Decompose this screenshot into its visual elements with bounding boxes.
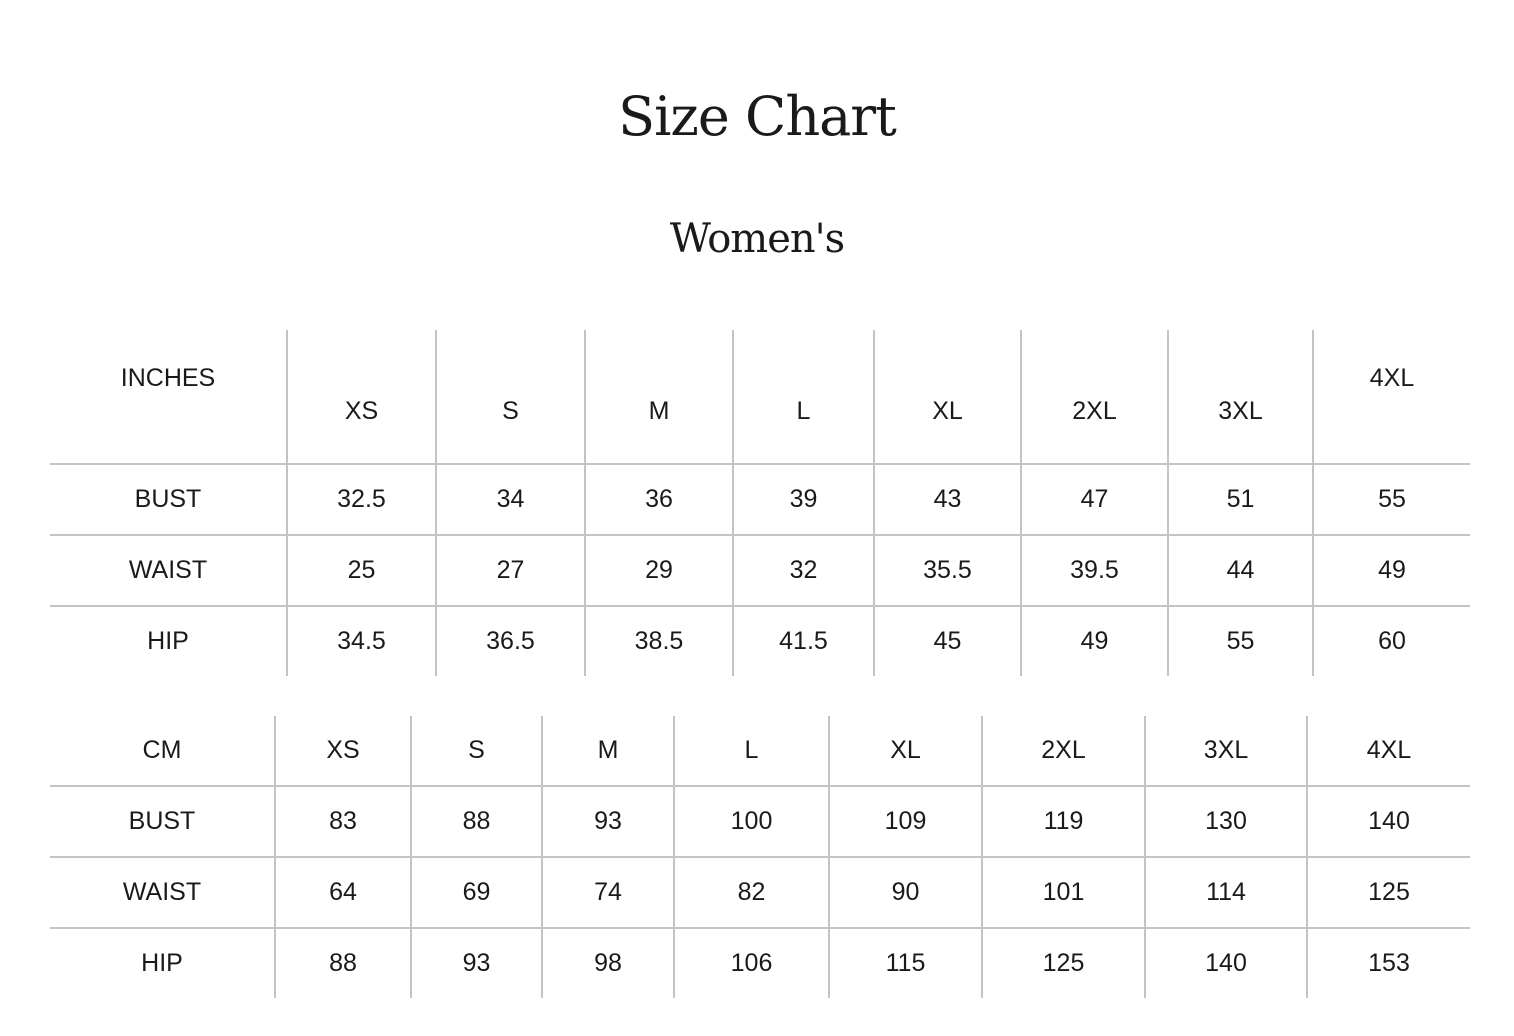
table-cell: 49 — [1313, 535, 1470, 606]
table-cell: 32 — [733, 535, 874, 606]
table-cell: 125 — [1307, 857, 1470, 928]
row-label: HIP — [50, 928, 275, 998]
table-cell: 90 — [829, 857, 982, 928]
table-row — [50, 535, 1470, 606]
table-cell: 32.5 — [287, 464, 436, 535]
page-title: Size Chart — [618, 85, 896, 148]
table-row — [50, 928, 1470, 998]
row-label: WAIST — [50, 857, 275, 928]
size-header: M — [585, 330, 733, 464]
table-cell: 114 — [1145, 857, 1307, 928]
table-header-row — [50, 716, 1470, 786]
size-header: M — [542, 716, 674, 786]
table-cell: 74 — [542, 857, 674, 928]
table-row — [50, 606, 1470, 676]
size-header: 4XL — [1307, 716, 1470, 786]
row-label: BUST — [50, 786, 275, 857]
table-cell: 109 — [829, 786, 982, 857]
table-cell: 140 — [1145, 928, 1307, 998]
inches-size-table — [50, 330, 1470, 676]
size-header: XL — [829, 716, 982, 786]
table-cell: 115 — [829, 928, 982, 998]
cm-size-table — [50, 716, 1470, 998]
table-cell: 119 — [982, 786, 1145, 857]
table-cell: 34 — [436, 464, 585, 535]
table-cell: 130 — [1145, 786, 1307, 857]
table-cell: 29 — [585, 535, 733, 606]
table-cell: 153 — [1307, 928, 1470, 998]
table-cell: 36 — [585, 464, 733, 535]
table-cell: 83 — [275, 786, 411, 857]
size-header: 3XL — [1168, 330, 1313, 464]
table-cell: 88 — [411, 786, 542, 857]
row-label: WAIST — [50, 535, 287, 606]
table-cell: 60 — [1313, 606, 1470, 676]
table-cell: 101 — [982, 857, 1145, 928]
size-header: S — [436, 330, 585, 464]
table-cell: 39 — [733, 464, 874, 535]
size-header: S — [411, 716, 542, 786]
table-cell: 35.5 — [874, 535, 1021, 606]
table-cell: 47 — [1021, 464, 1168, 535]
size-header: XS — [287, 330, 436, 464]
unit-label: CM — [50, 716, 275, 786]
table-cell: 93 — [542, 786, 674, 857]
table-cell: 44 — [1168, 535, 1313, 606]
size-header: 2XL — [1021, 330, 1168, 464]
row-label: BUST — [50, 464, 287, 535]
table-cell: 69 — [411, 857, 542, 928]
section-title-womens: Women's — [669, 216, 845, 262]
table-cell: 49 — [1021, 606, 1168, 676]
table-row — [50, 786, 1470, 857]
table-cell: 88 — [275, 928, 411, 998]
table-cell: 100 — [674, 786, 829, 857]
table-cell: 106 — [674, 928, 829, 998]
size-header: 3XL — [1145, 716, 1307, 786]
table-cell: 41.5 — [733, 606, 874, 676]
table-row — [50, 857, 1470, 928]
table-cell: 34.5 — [287, 606, 436, 676]
size-header: L — [733, 330, 874, 464]
table-cell: 43 — [874, 464, 1021, 535]
table-cell: 93 — [411, 928, 542, 998]
table-header-row — [50, 330, 1470, 464]
table-cell: 140 — [1307, 786, 1470, 857]
size-header: XS — [275, 716, 411, 786]
table-cell: 125 — [982, 928, 1145, 998]
table-cell: 64 — [275, 857, 411, 928]
size-header: 4XL — [1313, 330, 1470, 464]
table-cell: 38.5 — [585, 606, 733, 676]
table-cell: 51 — [1168, 464, 1313, 535]
table-cell: 27 — [436, 535, 585, 606]
unit-label: INCHES — [50, 330, 287, 464]
table-cell: 25 — [287, 535, 436, 606]
table-cell: 39.5 — [1021, 535, 1168, 606]
table-cell: 98 — [542, 928, 674, 998]
table-cell: 55 — [1168, 606, 1313, 676]
size-header: XL — [874, 330, 1021, 464]
table-cell: 45 — [874, 606, 1021, 676]
table-row — [50, 464, 1470, 535]
size-header: 2XL — [982, 716, 1145, 786]
table-cell: 55 — [1313, 464, 1470, 535]
table-cell: 36.5 — [436, 606, 585, 676]
row-label: HIP — [50, 606, 287, 676]
table-cell: 82 — [674, 857, 829, 928]
size-header: L — [674, 716, 829, 786]
